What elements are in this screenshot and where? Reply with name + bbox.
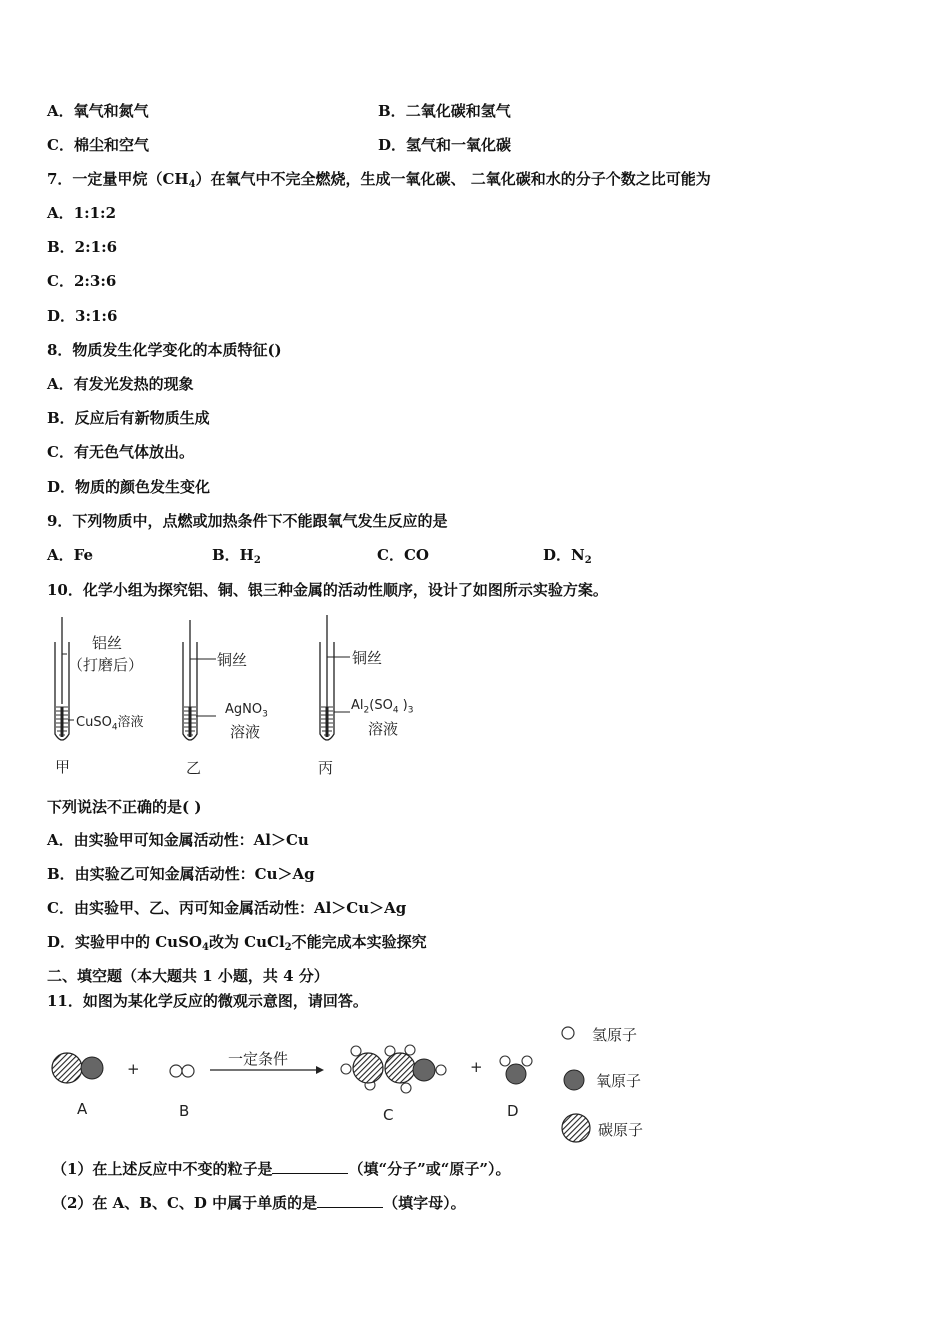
q9-option-d: D．$N_2$ [543,546,592,566]
tube2-solution: AgNO$_3$ [225,702,268,720]
reaction-drawing [40,1018,680,1148]
q10-test-tube-figure [40,612,420,787]
q11-sub1: （1）在上述反应中不变的粒子是 （填“分子”或“原子”）。 [52,1160,511,1178]
q8-option-c: C．有无色气体放出。 [47,443,194,461]
legend-symbols [562,1027,590,1142]
tube2-solution-word: 溶液 [230,723,261,741]
q10-option-b: B．由实验乙可知金属活动性：Cu＞Ag [47,865,315,883]
section-heading: 二、填空题（本大题共 1 小题，共 4 分） [47,967,329,985]
q10-stem: 10．化学小组为探究铝、铜、银三种金属的活动性顺序，设计了如图所示实验方案。 [47,581,608,599]
q9-option-c: C．CO [377,546,429,564]
q10-question: 下列说法不正确的是( ) [47,798,202,816]
label-b: B [179,1102,190,1120]
tube2-name: 乙 [186,759,202,777]
q10-option-d: D．实验甲中的 CuSO$_4$改为 CuCl$_2$不能完成本实验探究 [47,933,427,953]
arrow-condition: 一定条件 [228,1050,289,1068]
q7-option-b: B．2:1:6 [47,238,118,256]
legend-hydrogen: 氢原子 [592,1026,638,1044]
tube3-name: 丙 [318,759,334,777]
tube1-solution: CuSO$_4$溶液 [76,715,144,733]
q7-stem: 7．一定量甲烷$(CH_4)$在氧气中不完全燃烧，生成一氧化碳、 二氧化碳和水的分子个数之比可能为 [47,170,711,190]
q8-stem: 8．物质发生化学变化的本质特征() [47,341,282,359]
q6-option-b: B．二氧化碳和氢气 [378,102,511,120]
molecule-a [52,1053,103,1083]
q9-stem: 9．下列物质中，点燃或加热条件下不能跟氧气发生反应的是 [47,512,448,530]
molecule-b [170,1065,194,1077]
q7-option-d: D．3:1:6 [47,307,118,325]
label-c: C [383,1106,394,1124]
label-d: D [507,1102,519,1120]
label-a: A [77,1100,88,1118]
tube3-solution-word: 溶液 [368,720,399,738]
tube1-wire-label: 铝丝 [92,634,123,652]
test-tube-jia [55,617,74,740]
q9-option-b: B．$H_2$ [212,546,261,566]
q10-option-c: C．由实验甲、乙、丙可知金属活动性：Al＞Cu＞Ag [47,899,407,917]
legend-oxygen: 氧原子 [596,1072,642,1090]
q6-option-a: A．氧气和氮气 [47,102,149,120]
q11-stem: 11．如图为某化学反应的微观示意图，请回答。 [47,992,368,1010]
tube1-name: 甲 [55,758,71,776]
q7-option-c: C．2:3:6 [47,272,117,290]
q6-option-d: D．氢气和一氧化碳 [378,136,512,154]
q6-option-c: C．棉尘和空气 [47,136,149,154]
tube3-solution: $Al_2(SO_4$ )$_3$ [351,698,414,716]
q11-reaction-figure [40,1018,680,1148]
plus-sign-1: + [127,1060,140,1078]
q8-option-d: D．物质的颜色发生变化 [47,478,211,496]
q9-option-a: A．Fe [47,546,94,564]
test-tube-yi [183,620,216,740]
tube3-wire-label: 铜丝 [352,649,383,667]
tube2-wire-label: 铜丝 [217,651,248,669]
q11-sub2: （2）在 A、B、C、D 中属于单质的是 （填字母）。 [52,1194,466,1212]
tube1-wire-note: （打磨后） [68,656,144,674]
q10-option-a: A．由实验甲可知金属活动性：Al＞Cu [47,831,309,849]
q8-option-b: B．反应后有新物质生成 [47,409,210,427]
molecule-d [500,1056,532,1084]
q8-option-a: A．有发光发热的现象 [47,375,194,393]
answer-blank-2[interactable] [317,1193,383,1208]
molecule-c [341,1045,446,1093]
answer-blank-1[interactable] [272,1159,348,1174]
legend-carbon: 碳原子 [598,1121,644,1139]
q7-option-a: A．1:1:2 [47,204,117,222]
test-tube-bing [320,615,350,740]
plus-sign-2: + [470,1058,483,1076]
